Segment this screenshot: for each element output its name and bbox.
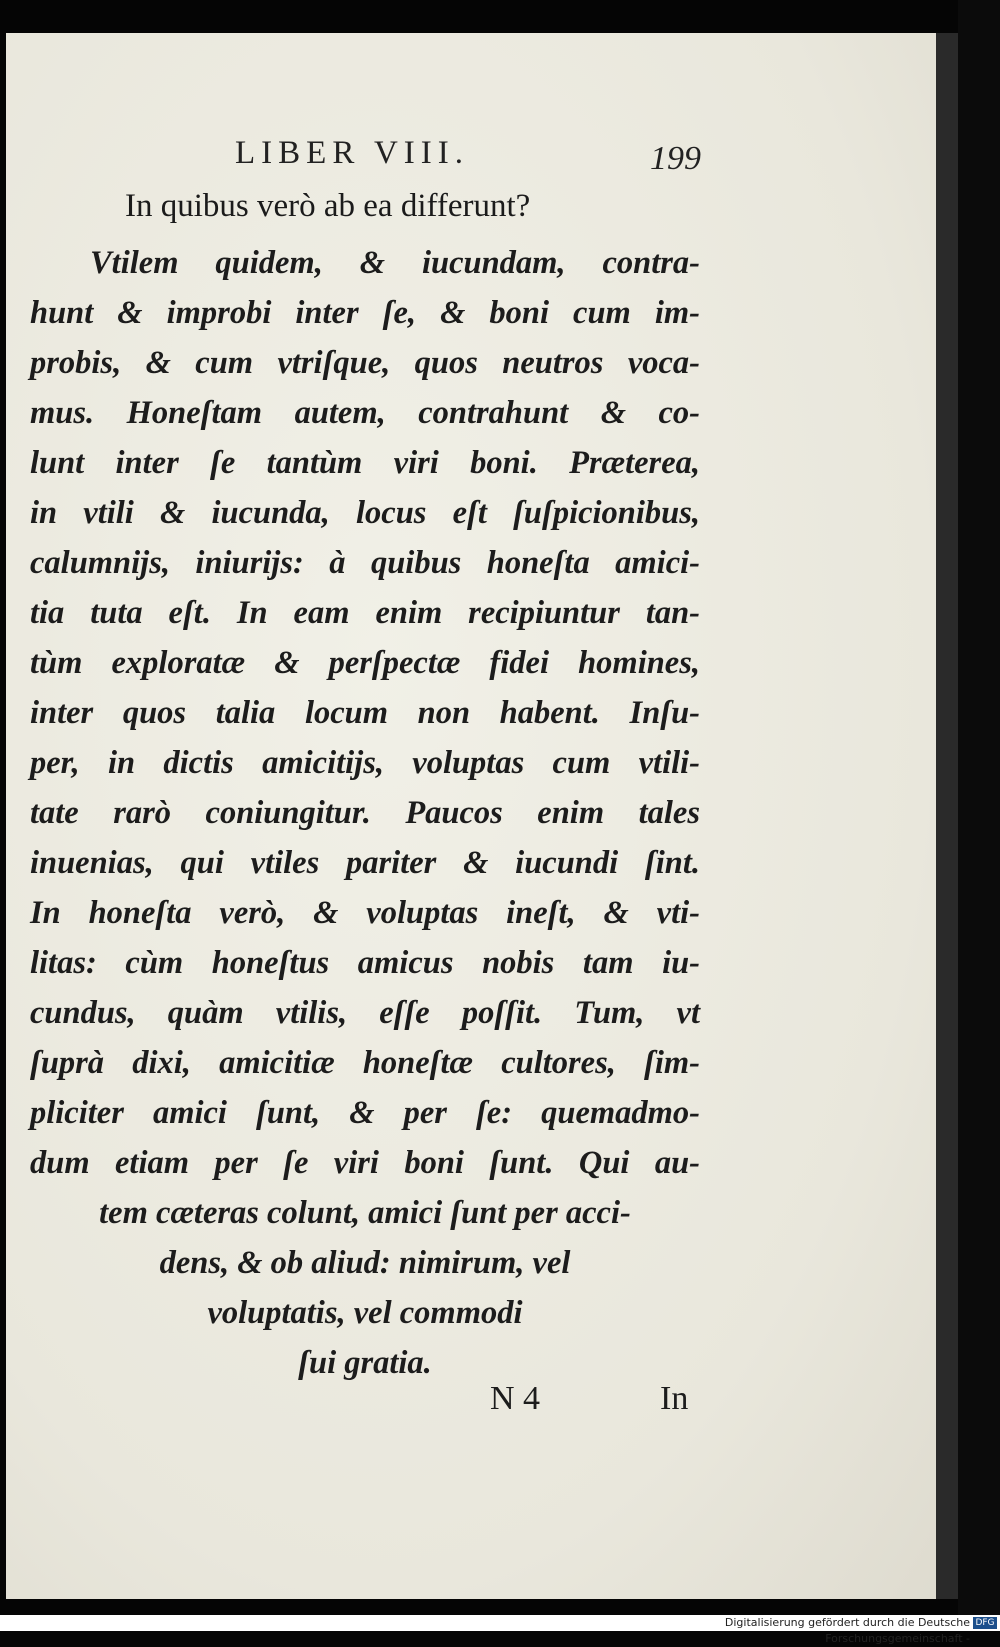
text-line: pliciter amici ſunt, & per ſe: quemadmo- [30,1095,700,1131]
text-line: litas: cùm honeſtus amicus nobis tam iu- [30,945,700,981]
page-spine [936,33,958,1599]
footer-bar [0,1615,610,1631]
tail-line: voluptatis, vel commodi [207,1295,523,1331]
text-line: tia tuta eſt. In eam enim recipiuntur tan- [30,595,700,631]
digitization-credit: Digitalisierung gefördert durch die Deutsche Forschungsgemeinschaft - [610,1615,1000,1631]
page-number: 199 [650,140,701,177]
text-line: per, in dictis amicitijs, voluptas cum vtili- [30,745,700,781]
question-heading: In quibus verò ab ea differunt? [125,188,531,224]
catchword: In [660,1380,689,1417]
text-line: in vtili & iucunda, locus eſt ſuſpicionibus, [30,495,700,531]
dfg-logo: DFG [973,1617,997,1629]
text-line: tate rarò coniungitur. Paucos enim tales [30,795,700,831]
text-line: lunt inter ſe tantùm viri boni. Præterea, [30,445,700,481]
tail-line: tem cæteras colunt, amici ſunt per acci- [99,1195,631,1231]
text-line: ſuprà dixi, amicitiæ honeſtæ cultores, ſim- [30,1045,700,1081]
text-line: inuenias, qui vtiles pariter & iucundi ſint. [30,845,700,881]
body-text [30,238,700,1388]
text-line: mus. Honeſtam autem, contrahunt & co- [30,395,700,431]
text-line: dum etiam per ſe viri boni ſunt. Qui au- [30,1145,700,1181]
text-line: inter quos talia locum non habent. Inſu- [30,695,700,731]
text-line: Vtilem quidem, & iucundam, contra- [90,245,700,281]
text-line: cundus, quàm vtilis, eſſe poſſit. Tum, vt [30,995,700,1031]
signature-mark: N 4 [490,1380,541,1417]
text-line: hunt & improbi inter ſe, & boni cum im- [30,295,700,331]
scan-edge [958,0,1000,1615]
text-line: In honeſta verò, & voluptas ineſt, & vti- [30,895,700,931]
text-line: calumnijs, iniurijs: à quibus honeſta amici- [30,545,700,581]
tail-line: dens, & ob aliud: nimirum, vel [159,1245,571,1281]
tail-line: ſui gratia. [298,1345,432,1381]
text-line: tùm exploratæ & perſpectæ fidei homines, [30,645,700,681]
text-line: probis, & cum vtriſque, quos neutros voca- [30,345,700,381]
running-title: LIBER VIII. [235,135,470,171]
